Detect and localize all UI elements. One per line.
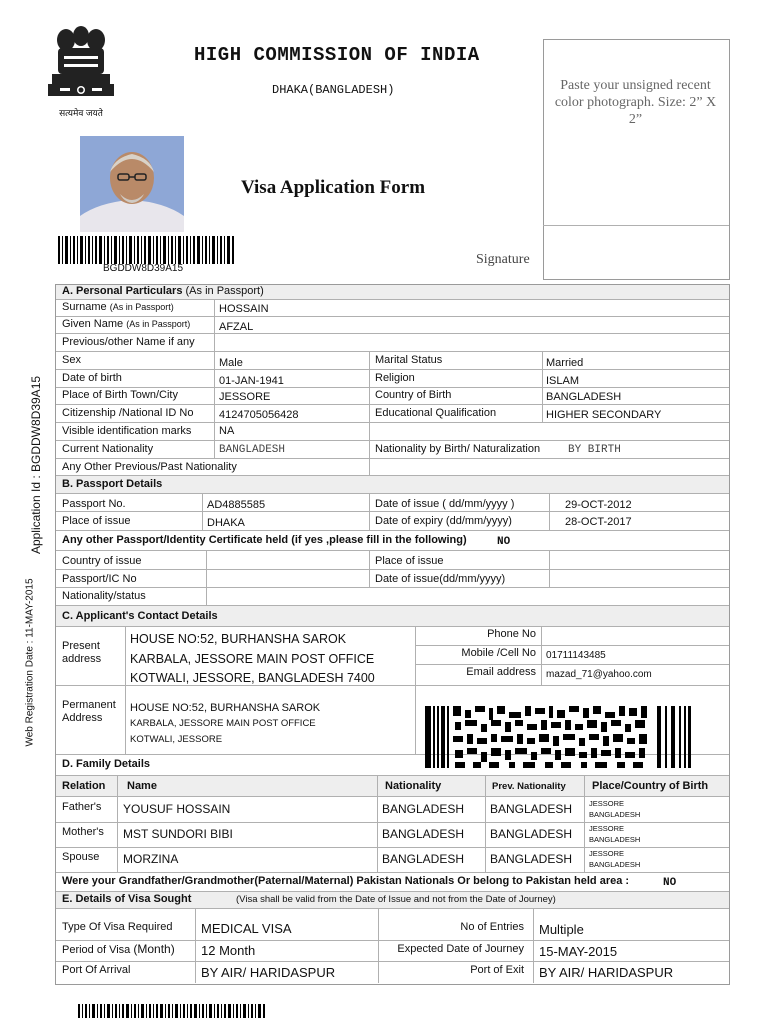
- table-row-relation: Mother's: [62, 826, 104, 838]
- web-registration-vertical: Web Registration Date : 11-MAY-2015: [24, 578, 36, 747]
- religion-label: Religion: [375, 372, 415, 384]
- barcode-top: [58, 236, 234, 264]
- col-prev-nationality: Prev. Nationality: [492, 781, 566, 792]
- pob-value: JESSORE: [219, 391, 271, 403]
- pob-label: Place of Birth Town/City: [62, 389, 178, 401]
- previous-name-label: Previous/other Name if any: [62, 336, 195, 348]
- marital-value: Married: [546, 357, 584, 369]
- education-value: HIGHER SECONDARY: [546, 409, 662, 421]
- col-relation: Relation: [62, 780, 106, 792]
- pdf417-barcode: [425, 706, 691, 768]
- barcode-text: BGDDW8D39A15: [103, 263, 184, 274]
- permanent-address-value: HOUSE NO:52, BURHANSHA SAROK KARBALA, JESSORE MAIN POST OFFICE KOTWALI, JESSORE: [130, 702, 321, 745]
- other-passport-question: Any other Passport/Identity Certificate held (if yes ,please fill in the following): [62, 534, 467, 546]
- mobile-value: 01711143485: [546, 650, 606, 661]
- emblem-motto: सत्यमेव जयते: [59, 108, 103, 118]
- port-of-exit-label: Port of Exit: [470, 964, 524, 976]
- section-e-note: (Visa shall be valid from the Date of Issue and not from the Date of Journey): [236, 894, 556, 905]
- col-nationality: Nationality: [385, 780, 442, 792]
- issue-date-value: 29-OCT-2012: [565, 499, 632, 511]
- visa-type-label: Type Of Visa Required: [62, 921, 173, 933]
- table-row-nationality: BANGLADESH: [382, 852, 465, 866]
- nationality-status-label: Nationality/status: [62, 590, 146, 602]
- section-d-title: D. Family Details: [62, 758, 151, 770]
- table-row-birthplace: JESSORE BANGLADESH: [589, 799, 641, 819]
- national-emblem: [42, 14, 120, 120]
- page-subtitle: DHAKA(BANGLADESH): [272, 83, 395, 97]
- page-title: HIGH COMMISSION OF INDIA: [194, 44, 480, 66]
- passport-ic-label: Passport/IC No: [62, 573, 137, 585]
- passport-no-value: AD4885585: [207, 499, 266, 511]
- marks-label: Visible identification marks: [62, 425, 192, 437]
- section-a-title: A. Personal Particulars (As in Passport): [62, 285, 264, 297]
- cob-value: BANGLADESH: [546, 391, 622, 403]
- present-address-value: HOUSE NO:52, BURHANSHA SAROK KARBALA, JESSORE MAIN POST OFFICE KOTWALI, JESSORE, BANGLADESH 7400: [130, 632, 375, 685]
- table-row-name: YOUSUF HOSSAIN: [123, 802, 231, 816]
- photo-box-text: Paste your unsigned recent color photograph. Size: 2” X 2”: [554, 78, 717, 127]
- surname-value: HOSSAIN: [219, 303, 269, 315]
- signature-label: Signature: [476, 252, 530, 267]
- section-e-title: E. Details of Visa Sought: [62, 893, 192, 905]
- table-row-prev-nationality: BANGLADESH: [490, 827, 573, 841]
- email-value: mazad_71@yahoo.com: [546, 669, 652, 680]
- previous-nationality-label: Any Other Previous/Past Nationality: [62, 461, 237, 473]
- place-of-issue-value: DHAKA: [207, 517, 245, 529]
- permanent-address-label: Permanent Address: [62, 699, 116, 724]
- port-of-exit-value: BY AIR/ HARIDASPUR: [539, 965, 674, 980]
- table-row-nationality: BANGLADESH: [382, 802, 465, 816]
- photo-box: [543, 39, 730, 280]
- table-row-prev-nationality: BANGLADESH: [490, 802, 573, 816]
- col-place-of-birth: Place/Country of Birth: [592, 780, 709, 792]
- table-row-name: MORZINA: [123, 852, 179, 866]
- nid-value: 4124705056428: [219, 409, 299, 421]
- visa-type-value: MEDICAL VISA: [201, 921, 292, 936]
- nid-label: Citizenship /National ID No: [62, 407, 194, 419]
- nationality-by-value: BY BIRTH: [568, 444, 621, 456]
- table-row-nationality: BANGLADESH: [382, 827, 465, 841]
- table-row-prev-nationality: BANGLADESH: [490, 852, 573, 866]
- visa-period-value: 12 Month: [201, 943, 256, 958]
- journey-date-label: Expected Date of Journey: [397, 943, 524, 955]
- entries-value: Multiple: [539, 922, 584, 937]
- nationality-by-label: Nationality by Birth/ Naturalization: [375, 443, 541, 455]
- entries-label: No of Entries: [460, 921, 524, 933]
- expiry-date-value: 28-OCT-2017: [565, 516, 632, 528]
- present-address-label: Present address: [62, 640, 102, 665]
- table-row-relation: Spouse: [62, 851, 100, 863]
- form-title: Visa Application Form: [241, 177, 426, 198]
- expiry-date-label: Date of expiry (dd/mm/yyyy): [375, 515, 512, 527]
- nationality-value: BANGLADESH: [219, 444, 286, 456]
- dob-value: 01-JAN-1941: [219, 375, 284, 387]
- table-row-relation: Father's: [62, 801, 102, 813]
- visa-period-label: Period of Visa (Month): [62, 942, 175, 956]
- surname-label: Surname (As in Passport): [62, 301, 174, 313]
- nationality-label: Current Nationality: [62, 443, 154, 455]
- dob-label: Date of birth: [62, 372, 122, 384]
- barcode-bottom: [78, 1004, 268, 1018]
- port-of-arrival-value: BY AIR/ HARIDASPUR: [201, 965, 336, 980]
- col-name: Name: [127, 780, 157, 792]
- other-passport-answer: NO: [497, 536, 511, 548]
- date-of-issue-2-label: Date of issue(dd/mm/yyyy): [375, 573, 506, 585]
- given-name-label: Given Name (As in Passport): [62, 318, 191, 330]
- email-label: Email address: [466, 666, 536, 678]
- journey-date-value: 15-MAY-2015: [539, 944, 618, 959]
- sex-label: Sex: [62, 354, 81, 366]
- table-row-birthplace: JESSORE BANGLADESH: [589, 849, 641, 869]
- sex-value: Male: [219, 357, 243, 369]
- application-id-vertical: Application Id : BGDDW8D39A15: [29, 375, 43, 555]
- applicant-photo: [80, 136, 184, 232]
- country-of-issue-label: Country of issue: [62, 555, 142, 567]
- education-label: Educational Qualification: [375, 407, 497, 419]
- phone-label: Phone No: [487, 628, 536, 640]
- table-row-birthplace: JESSORE BANGLADESH: [589, 824, 641, 844]
- marks-value: NA: [219, 425, 235, 437]
- place-of-issue-2-label: Place of issue: [375, 555, 444, 567]
- port-of-arrival-label: Port Of Arrival: [62, 964, 131, 976]
- cob-label: Country of Birth: [375, 389, 452, 401]
- section-c-title: C. Applicant's Contact Details: [62, 610, 218, 622]
- section-b-title: B. Passport Details: [62, 478, 163, 490]
- place-of-issue-label: Place of issue: [62, 515, 131, 527]
- religion-value: ISLAM: [546, 375, 580, 387]
- given-name-value: AFZAL: [219, 321, 254, 333]
- passport-no-label: Passport No.: [62, 498, 126, 510]
- issue-date-label: Date of issue ( dd/mm/yyyy ): [375, 498, 515, 510]
- pakistan-answer: NO: [663, 877, 677, 889]
- pakistan-question: Were your Grandfather/Grandmother(Paternal/Maternal) Pakistan Nationals Or belong to Pakistan held area :: [62, 875, 630, 887]
- mobile-label: Mobile /Cell No: [461, 647, 536, 659]
- marital-label: Marital Status: [375, 354, 443, 366]
- table-row-name: MST SUNDORI BIBI: [123, 827, 233, 841]
